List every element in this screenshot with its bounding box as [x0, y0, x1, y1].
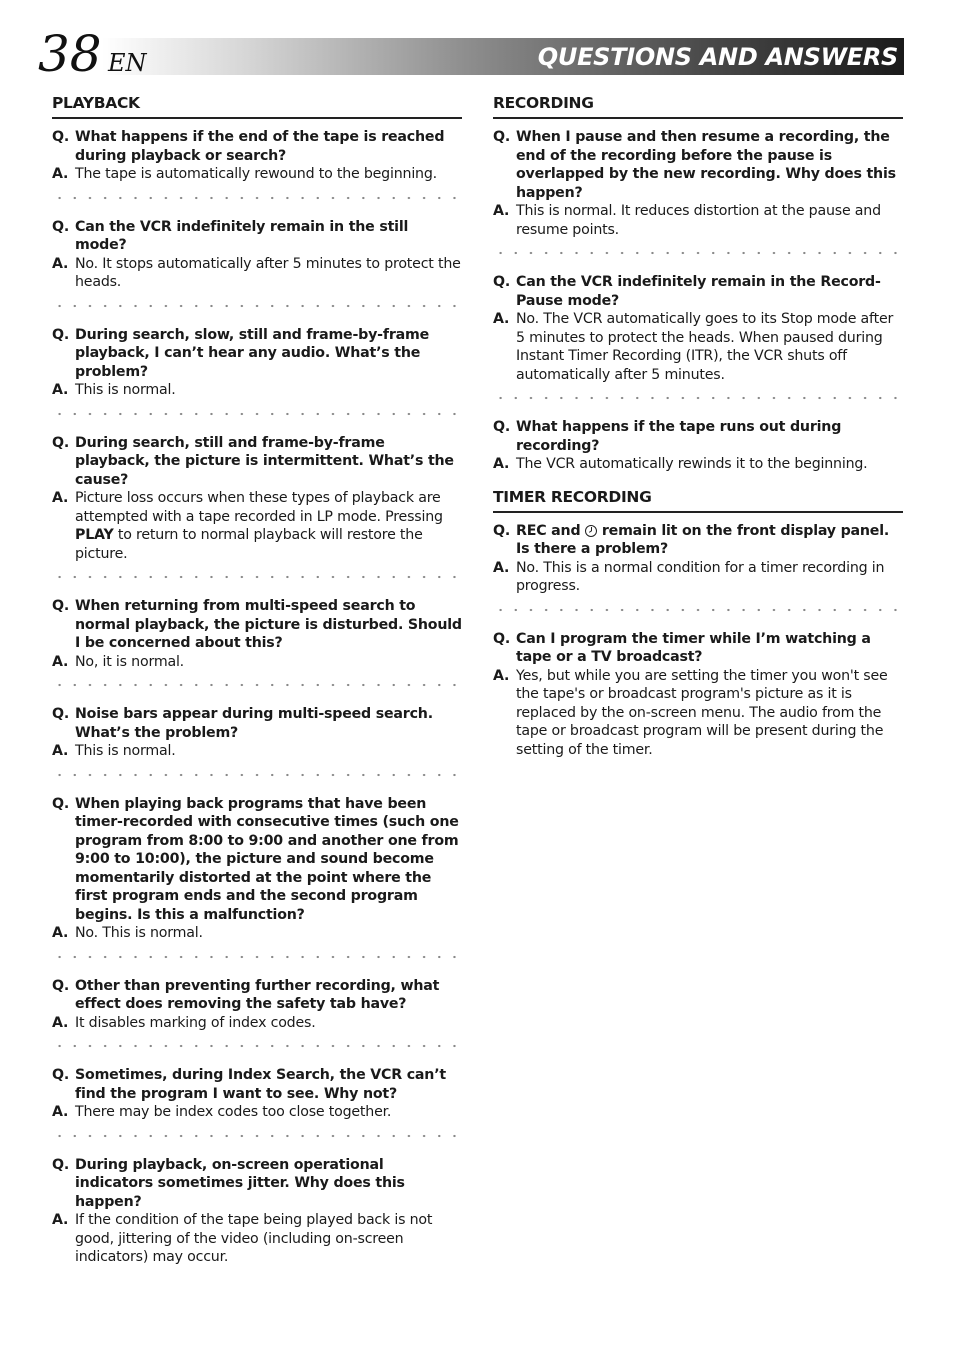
question-text: When playing back programs that have been timer-recorded with consecutive times (such one program from 8:00 to 9:00 and another one from 9:00 to 10:00), the picture and sound become momentarily distorted at the point where the first program ends and the second program begins. Is this a malfunction?: [75, 795, 459, 923]
playback-column: [52, 92, 462, 1267]
answer-text-part: Picture loss occurs when these types of playback are attempted with a tape recorded in LP mode. Pressing: [75, 490, 443, 525]
question-marker: Q.: [52, 129, 70, 145]
dotted-separator: [52, 949, 462, 965]
answer: [52, 1211, 462, 1267]
answer-marker: A.: [493, 559, 510, 576]
question: [52, 705, 462, 742]
dotted-separator: [493, 602, 903, 618]
answer-text: No. It stops automatically after 5 minutes to protect the heads.: [75, 255, 461, 290]
question-marker: Q.: [52, 1156, 70, 1173]
question-marker: Q.: [493, 630, 511, 647]
dotted-separator: [493, 390, 903, 406]
question-marker: Q.: [52, 218, 70, 235]
answer: [52, 924, 462, 943]
answer-marker: A.: [52, 166, 69, 182]
answer-marker: A.: [52, 1104, 69, 1120]
question-text: When returning from multi-speed search to normal playback, the picture is disturbed. Should I be concerned about this?: [75, 598, 462, 651]
answer: [52, 653, 462, 672]
answer-marker: A.: [493, 456, 510, 472]
question: [52, 597, 462, 653]
question-text-part: remain lit on the front display panel. Is there a problem?: [516, 522, 890, 557]
answer-text: No, it is normal.: [75, 653, 184, 670]
question-text-part: REC and: [516, 522, 586, 539]
question-text: Can the VCR indefinitely remain in the still mode?: [75, 218, 409, 253]
section-heading-recording: RECORDING: [493, 92, 903, 119]
question: [52, 1156, 462, 1212]
answer-text: There may be index codes too close together.: [75, 1104, 392, 1120]
question: [52, 434, 462, 490]
qa-item: [52, 705, 462, 761]
qa-item: [52, 218, 462, 292]
question-marker: Q.: [493, 274, 511, 290]
play-key-label: PLAY: [75, 527, 114, 543]
dotted-separator: [52, 298, 462, 314]
answer: [52, 1014, 462, 1033]
question-marker: Q.: [493, 129, 511, 145]
page-title: QUESTIONS AND ANSWERS: [537, 43, 898, 71]
question: [52, 977, 462, 1014]
question: [52, 1066, 462, 1103]
question-marker: Q.: [52, 326, 70, 343]
qa-item: [493, 273, 903, 384]
question-marker: Q.: [493, 419, 511, 435]
question-text: During search, still and frame-by-frame playback, the picture is intermittent. What’s the cause?: [75, 434, 454, 488]
qa-item: [493, 630, 903, 760]
qa-item: [52, 977, 462, 1033]
page-number: 38: [38, 25, 102, 83]
answer-marker: A.: [52, 255, 69, 272]
title-bar: [102, 38, 904, 75]
dotted-separator: [52, 406, 462, 422]
dotted-separator: [52, 1128, 462, 1144]
answer-text: No. This is a normal condition for a timer recording in progress.: [516, 559, 885, 594]
answer: [493, 202, 903, 239]
section-heading-timer-recording: TIMER RECORDING: [493, 486, 903, 513]
question-marker: Q.: [52, 434, 70, 451]
answer-text: This is normal. It reduces distortion at the pause and resume points.: [516, 203, 881, 238]
answer-text: No. The VCR automatically goes to its Stop mode after 5 minutes to protect the heads. When paused during Instant Timer Recording (ITR), the VCR shuts off automatically after 5 minutes.: [516, 311, 894, 383]
answer-marker: A.: [493, 311, 510, 327]
qa-item: [493, 128, 903, 239]
answer-marker: A.: [52, 1212, 69, 1228]
qa-item: [52, 434, 462, 564]
question-text: Can I program the timer while I’m watching a tape or a TV broadcast?: [516, 630, 871, 665]
question-text: During search, slow, still and frame-by-frame playback, I can’t hear any audio. What’s the problem?: [75, 326, 429, 380]
dotted-separator: [52, 677, 462, 693]
question: [52, 128, 462, 165]
answer-text: No. This is normal.: [75, 925, 203, 941]
question-text: Other than preventing further recording, what effect does removing the safety tab have?: [75, 977, 440, 1012]
answer-text: Yes, but while you are setting the timer you won't see the tape's or broadcast program's picture as it is replaced by the on-screen menu. The audio from the tape or broadcast program will be present during the setting of the timer.: [516, 667, 888, 758]
question-marker: Q.: [52, 1067, 70, 1083]
dotted-separator: [493, 245, 903, 261]
section-heading-playback: PLAYBACK: [52, 92, 462, 119]
answer-text: The tape is automatically rewound to the beginning.: [75, 166, 437, 182]
dotted-separator: [52, 1038, 462, 1054]
answer: [52, 165, 462, 184]
question-marker: Q.: [52, 706, 70, 722]
qa-item: [493, 522, 903, 596]
recording-column: [493, 92, 903, 759]
question-text: During playback, on-screen operational indicators sometimes jitter. Why does this happen?: [75, 1156, 405, 1210]
answer-text-part: to return to normal playback will restore the picture.: [75, 527, 423, 562]
dotted-separator: [52, 767, 462, 783]
answer-marker: A.: [52, 925, 69, 941]
question: [52, 795, 462, 925]
answer-marker: A.: [493, 203, 510, 219]
question-text: Sometimes, during Index Search, the VCR can’t find the program I want to see. Why not?: [75, 1067, 446, 1102]
dotted-separator: [52, 190, 462, 206]
question: [493, 630, 903, 667]
question-marker: Q.: [52, 598, 70, 614]
qa-item: [52, 1066, 462, 1122]
answer-marker: A.: [52, 653, 69, 670]
answer-text: [75, 489, 462, 563]
page-language: EN: [108, 49, 147, 77]
question: [493, 418, 903, 455]
qa-item: [493, 418, 903, 474]
answer-text: This is normal.: [75, 382, 176, 398]
question-text: [516, 522, 903, 559]
question-marker: Q.: [52, 977, 70, 994]
page-header: [38, 25, 904, 83]
question-text: What happens if the end of the tape is reached during playback or search?: [75, 129, 445, 164]
question-marker: Q.: [493, 522, 511, 539]
answer-marker: A.: [52, 743, 69, 759]
question-marker: Q.: [52, 795, 70, 812]
question: [493, 128, 903, 202]
answer-marker: A.: [493, 667, 510, 684]
question-text: Noise bars appear during multi-speed search. What’s the problem?: [75, 706, 433, 741]
question-text: What happens if the tape runs out during recording?: [516, 419, 842, 454]
answer: [493, 310, 903, 384]
answer-text: The VCR automatically rewinds it to the beginning.: [516, 456, 868, 472]
answer: [52, 489, 462, 563]
question: [493, 522, 903, 559]
answer: [52, 381, 462, 400]
question: [52, 326, 462, 382]
answer: [493, 667, 903, 760]
question-text: When I pause and then resume a recording, the end of the recording before the pause is overlapped by the new recording. Why does this happen?: [516, 129, 896, 201]
timer-clock-icon: [585, 525, 597, 537]
answer: [493, 455, 903, 474]
answer: [52, 742, 462, 761]
qa-item: [52, 326, 462, 400]
question-text: Can the VCR indefinitely remain in the Record-Pause mode?: [516, 274, 881, 309]
answer-marker: A.: [52, 490, 69, 506]
answer: [52, 255, 462, 292]
qa-item: [52, 1156, 462, 1267]
answer: [52, 1103, 462, 1122]
question: [52, 218, 462, 255]
question: [493, 273, 903, 310]
answer-marker: A.: [52, 1014, 69, 1031]
qa-item: [52, 128, 462, 184]
section-gap: [493, 474, 903, 486]
answer-text: If the condition of the tape being played back is not good, jittering of the video (including on-screen indicators) may occur.: [75, 1212, 433, 1265]
qa-item: [52, 597, 462, 671]
answer: [493, 559, 903, 596]
answer-marker: A.: [52, 382, 69, 398]
dotted-separator: [52, 569, 462, 585]
answer-text: This is normal.: [75, 743, 176, 759]
qa-item: [52, 795, 462, 943]
answer-text: It disables marking of index codes.: [75, 1014, 316, 1031]
